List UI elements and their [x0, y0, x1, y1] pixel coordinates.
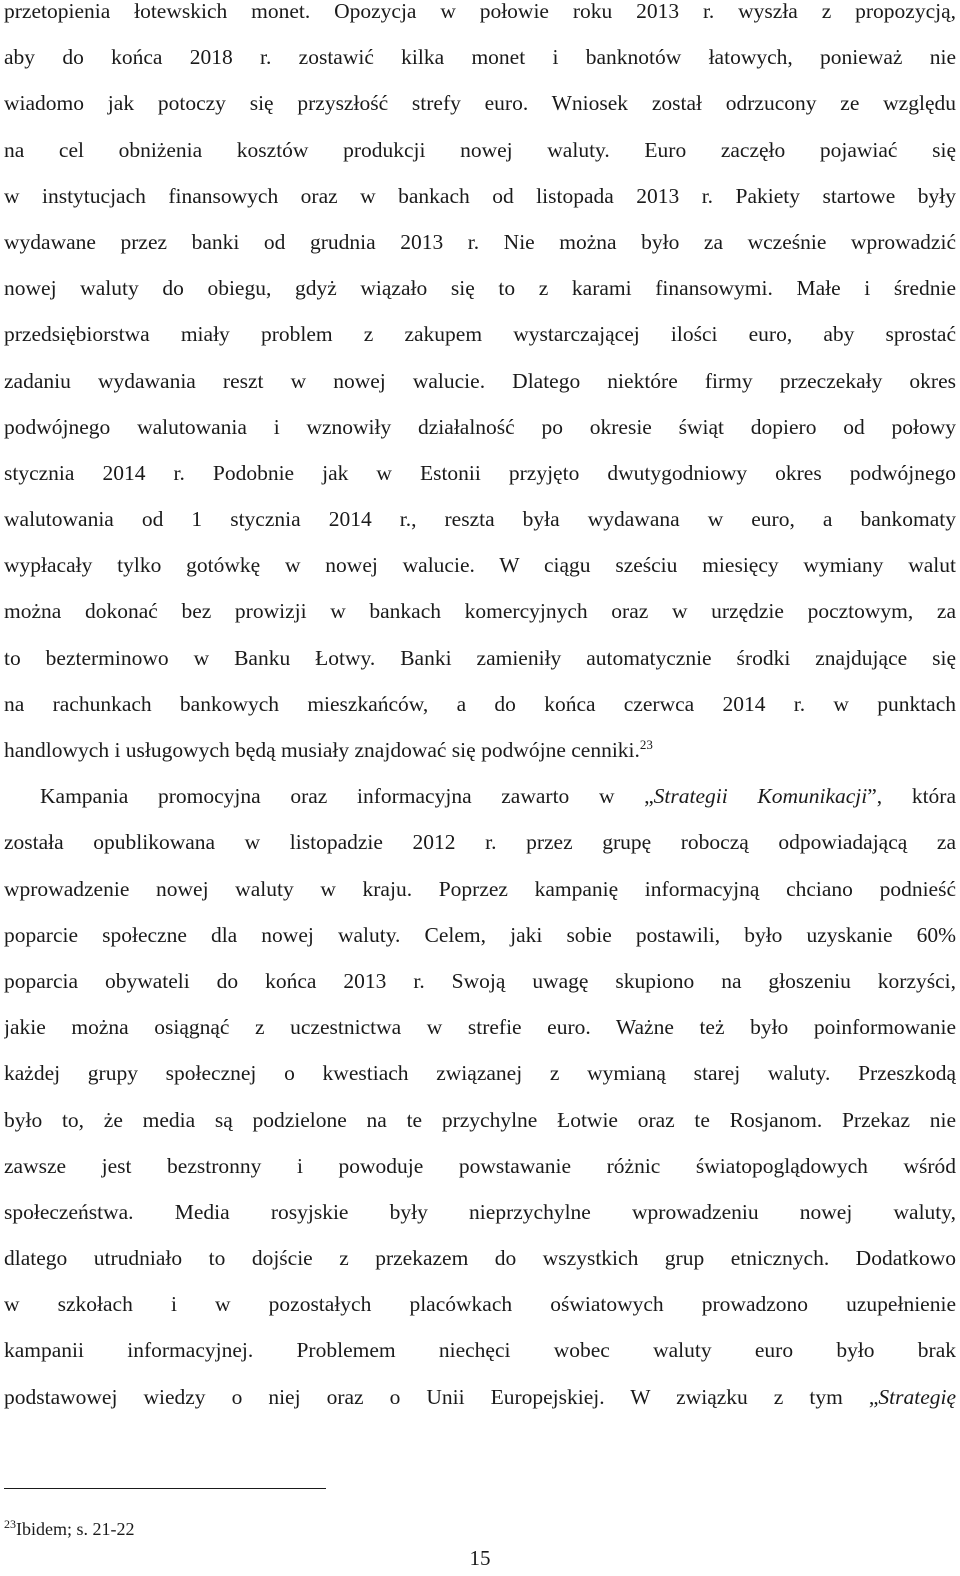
text-line: społeczeństwa. Media rosyjskie były nieprzychylne wprowadzeniu nowej waluty,	[4, 1199, 956, 1224]
italic-title: Strategii Komunikacji	[653, 784, 868, 809]
text-line: walutowania od 1 stycznia 2014 r., reszta była wydawana w euro, a bankomaty	[4, 507, 956, 532]
text-line: można dokonać bez prowizji w bankach komercyjnych oraz w urzędzie pocztowym, za	[4, 599, 956, 624]
footnote	[4, 1513, 135, 1540]
text-line: dlatego utrudniało to dojście z przekazem do wszystkich grup etnicznych. Dodatkowo	[4, 1246, 956, 1271]
text-line	[4, 1374, 956, 1420]
text-line: w szkołach i w pozostałych placówkach oświatowych prowadzono uzupełnienie	[4, 1292, 956, 1317]
text-line	[4, 727, 956, 773]
text-segment: podstawowej wiedzy o niej oraz o Unii Europejskiej. W związku z tym „	[4, 1384, 879, 1409]
text-line: przetopienia łotewskich monet. Opozycja w połowie roku 2013 r. wyszła z propozycją,	[4, 0, 956, 23]
text-line: jakie można osiągnąć z uczestnictwa w strefie euro. Ważne też było poinformowanie	[4, 1015, 956, 1040]
text-line: na rachunkach bankowych mieszkańców, a do końca czerwca 2014 r. w punktach	[4, 691, 956, 716]
text-segment: ”, która	[867, 784, 956, 809]
body-text	[4, 0, 956, 1420]
text-line: poparcia obywateli do końca 2013 r. Swoją uwagę skupiono na głoszeniu korzyści,	[4, 968, 956, 993]
text-line: podwójnego walutowania i wznowiły działalność po okresie świąt dopiero od połowy	[4, 414, 956, 439]
footnote-text: Ibidem; s. 21-22	[16, 1519, 135, 1539]
italic-title: Strategię	[878, 1384, 956, 1409]
text-line: zawsze jest bezstronny i powoduje powstawanie różnic światopoglądowych wśród	[4, 1153, 956, 1178]
text-line: poparcie społeczne dla nowej waluty. Celem, jaki sobie postawili, było uzyskanie 60%	[4, 922, 956, 947]
text-line: kampanii informacyjnej. Problemem niechęci wobec waluty euro było brak	[4, 1338, 956, 1363]
text-line: wypłacały tylko gotówkę w nowej walucie. W ciągu sześciu miesięcy wymiany walut	[4, 553, 956, 578]
footnote-reference: 23	[639, 736, 653, 752]
text-line	[4, 773, 956, 819]
text-line: wydawane przez banki od grudnia 2013 r. Nie można było za wcześnie wprowadzić	[4, 229, 956, 254]
text-line: aby do końca 2018 r. zostawić kilka monet i banknotów łatowych, ponieważ nie	[4, 45, 956, 70]
text-line: została opublikowana w listopadzie 2012 r. przez grupę roboczą odpowiadającą za	[4, 830, 956, 855]
footnote-number: 23	[4, 1517, 16, 1531]
text-segment: Kampania promocyjna oraz informacyjna zawarto w „	[40, 784, 654, 809]
page-number: 15	[469, 1546, 491, 1570]
text-line: każdej grupy społecznej o kwestiach związanej z wymianą starej waluty. Przeszkodą	[4, 1061, 956, 1086]
text-line: wiadomo jak potoczy się przyszłość strefy euro. Wniosek został odrzucony ze względu	[4, 91, 956, 116]
text-line: nowej waluty do obiegu, gdyż wiązało się to z karami finansowymi. Małe i średnie	[4, 276, 956, 301]
text-line: to bezterminowo w Banku Łotwy. Banki zamieniły automatycznie środki znajdujące się	[4, 645, 956, 670]
text-line: było to, że media są podzielone na te przychylne Łotwie oraz te Rosjanom. Przekaz nie	[4, 1107, 956, 1132]
text-line: wprowadzenie nowej waluty w kraju. Poprzez kampanię informacyjną chciano podnieść	[4, 876, 956, 901]
text-line-content: handlowych i usługowych będą musiały znajdować się podwójne cenniki.	[4, 738, 640, 762]
text-line: przedsiębiorstwa miały problem z zakupem wystarczającej ilości euro, aby sprostać	[4, 322, 956, 347]
text-line: w instytucjach finansowych oraz w bankach od listopada 2013 r. Pakiety startowe były	[4, 183, 956, 208]
text-line: stycznia 2014 r. Podobnie jak w Estonii przyjęto dwutygodniowy okres podwójnego	[4, 460, 956, 485]
text-line: na cel obniżenia kosztów produkcji nowej waluty. Euro zaczęło pojawiać się	[4, 137, 956, 162]
footnote-separator	[4, 1488, 326, 1489]
text-line: zadaniu wydawania reszt w nowej walucie. Dlatego niektóre firmy przeczekały okres	[4, 368, 956, 393]
